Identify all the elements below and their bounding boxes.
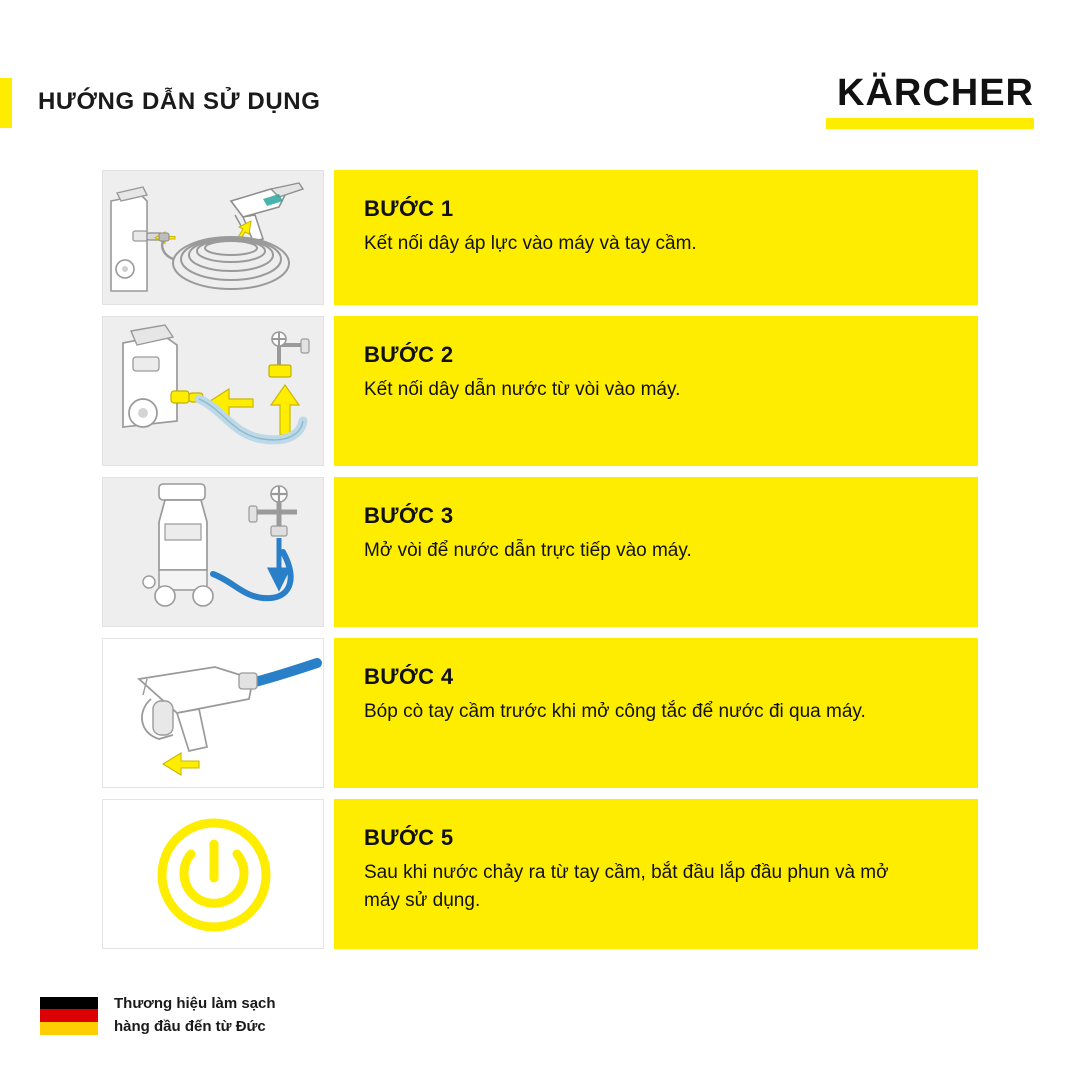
hose-to-machine-and-gun-icon — [103, 171, 324, 305]
step-4-text: Bóp cò tay cầm trước khi mở công tắc để nước đi qua máy. — [364, 701, 866, 722]
step-4-body — [334, 638, 978, 788]
step-item — [102, 638, 978, 788]
step-1-text: Kết nối dây áp lực vào máy và tay cầm. — [364, 233, 697, 254]
german-flag-icon — [40, 997, 98, 1035]
brand-logo — [826, 74, 1034, 129]
step-2-body — [334, 316, 978, 466]
open-tap-water-flow-icon — [103, 478, 324, 627]
brand-name: KÄRCHER — [837, 72, 1034, 114]
step-2-figure — [102, 316, 324, 466]
step-1-figure — [102, 170, 324, 305]
footer-line-1: Thương hiệu làm sạch — [114, 995, 276, 1012]
step-1-title: BƯỚC 1 — [364, 196, 454, 221]
header-accent-bar — [0, 78, 12, 128]
header — [0, 72, 1080, 128]
page-title: HƯỚNG DẪN SỬ DỤNG — [38, 88, 321, 115]
step-5-body — [334, 799, 978, 949]
step-item — [102, 316, 978, 466]
footer-line-2: hàng đầu đến từ Đức — [114, 1017, 266, 1035]
step-3-body — [334, 477, 978, 627]
brand-underline — [826, 118, 1034, 129]
step-1-body — [334, 170, 978, 305]
footer — [40, 993, 276, 1038]
step-5-figure — [102, 799, 324, 949]
step-3-title: BƯỚC 3 — [364, 503, 454, 528]
footer-text — [114, 993, 276, 1038]
power-button-icon — [103, 800, 324, 949]
step-2-text: Kết nối dây dẫn nước từ vòi vào máy. — [364, 379, 681, 400]
step-item — [102, 170, 978, 305]
step-5-title: BƯỚC 5 — [364, 825, 454, 850]
step-4-title: BƯỚC 4 — [364, 664, 454, 689]
squeeze-trigger-gun-icon — [103, 639, 324, 788]
step-3-figure — [102, 477, 324, 627]
water-hose-to-tap-icon — [103, 317, 324, 466]
step-4-figure — [102, 638, 324, 788]
step-3-text: Mở vòi để nước dẫn trực tiếp vào máy. — [364, 540, 692, 561]
steps-list — [102, 170, 978, 960]
step-5-text: Sau khi nước chảy ra từ tay cầm, bắt đầu lắp đầu phun và mở máy sử dụng. — [364, 862, 889, 911]
step-2-title: BƯỚC 2 — [364, 342, 454, 367]
step-item — [102, 799, 978, 949]
step-item — [102, 477, 978, 627]
